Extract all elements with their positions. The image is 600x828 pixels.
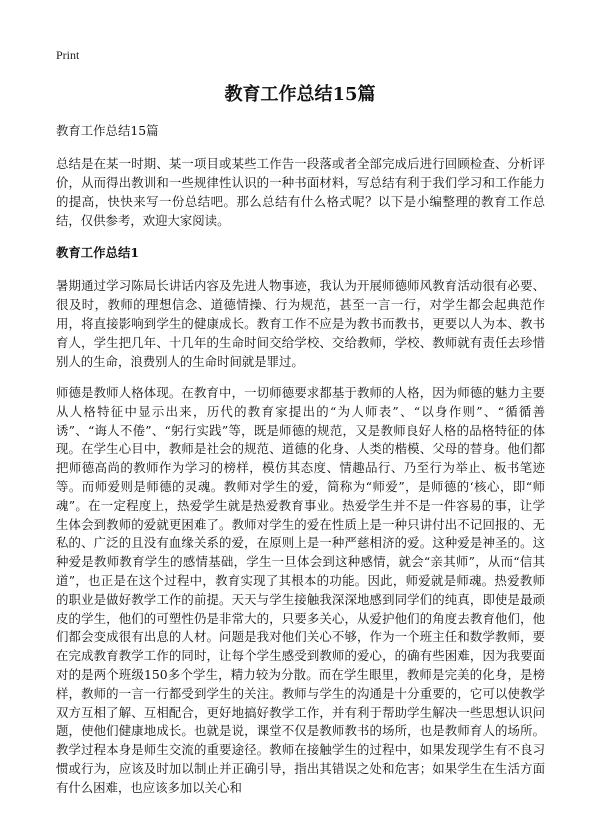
document-subtitle: 教育工作总结15篇 <box>56 123 159 138</box>
page-title: 教育工作总结15篇 <box>224 84 376 105</box>
body-paragraph-1: 暑期通过学习陈局长讲话内容及先进人物事迹，我认为开展师德师风教育活动很有必要、很及时，教师的理想信念、道德情操、行为规范，甚至一言一行，对学生都会起典范作用，将直接影响到学生的健康成长。教育工作不应是为教书而教书，更要以人为本、教书育人，学生把几年、十几年的生命时间交给学校、交给教师，学校、教师就有责任去珍惜别人的生命，浪费别人的生命时间就是罪过。 <box>56 278 545 369</box>
print-link[interactable]: Print <box>56 48 80 62</box>
intro-paragraph: 总结是在某一时期、某一项目或某些工作告一段落或者全部完成后进行回顾检查、分析评价，从而得出教训和一些规律性认识的一种书面材料，写总结有利于我们学习和工作能力的提高，快快来写一份总结吧。那么总结有什么格式呢？以下是小编整理的教育工作总结，仅供参考，欢迎大家阅读。 <box>56 156 545 228</box>
section-heading: 教育工作总结1 <box>56 245 139 260</box>
document-body <box>56 121 545 798</box>
body-paragraph-2: 师德是教师人格体现。在教育中，一切师德要求都基于教师的人格，因为师德的魅力主要从人格特征中显示出来，历代的教育家提出的“为人师表”、“以身作则”、“循循善诱”、“诲人不倦”、“躬行实践”等，既是师德的规范，又是教师良好人格的品格特征的体现。在学生心目中，教师是社会的规范、道德的化身、人类的楷模、父母的替身。他们都把师德高尚的教师作为学习的榜样，模仿其态度、情趣品行、乃至行为举止、板书笔迹等。而师爱则是师德的灵魂。教师对学生的爱，简称为“师爱”，是师德的‘核心，即“师魂”。在一定程度上，热爱学生就是热爱教育事业。热爱学生并不是一件容易的事，让学生体会到教师的爱就更困难了。教师对学生的爱在性质上是一种只讲付出不记回报的、无私的、广泛的且没有血缘关系的爱，在原则上是一种严慈相济的爱。这种爱是神圣的。这种爱是教师教育学生的感情基础，学生一旦体会到这种感情，就会“亲其师”，从而“信其道”，也正是在这个过程中，教育实现了其根本的功能。因此，师爱就是师魂。热爱教师的职业是做好教学工作的前提。天天与学生接触我深深地感到同学们的纯真，即使是最顽皮的学生，他们的可塑性仍是非常大的，只要多关心，从爱护他们的角度去教育他们，他们都会变成很有出息的人材。问题是我对他们关心不够，作为一个班主任和数学教师，要在完成教育教学工作的同时，让每个学生感受到教师的爱心，的确有些困难，因为我要面对的是两个班级150多个学生，精力较为分散。而在学生眼里，教师是完美的化身，是榜样，教师的一言一行都受到学生的关注。教师与学生的沟通是十分重要的，它可以使教学双方互相了解、互相配合，更好地搞好教学工作，并有利于帮助学生解决一些思想认识问题，使他们健康地成长。也就是说，课堂不仅是教师教书的场所，也是教师育人的场所。教学过程本身是师生交流的重要途径。教师在接触学生的过程中，如果发现学生有不良习惯或行为，应该及时加以制止并正确引导，指出其错误之处和危害；如果学生在生活方面有什么困难，也应该多加以关心和 <box>56 385 545 795</box>
